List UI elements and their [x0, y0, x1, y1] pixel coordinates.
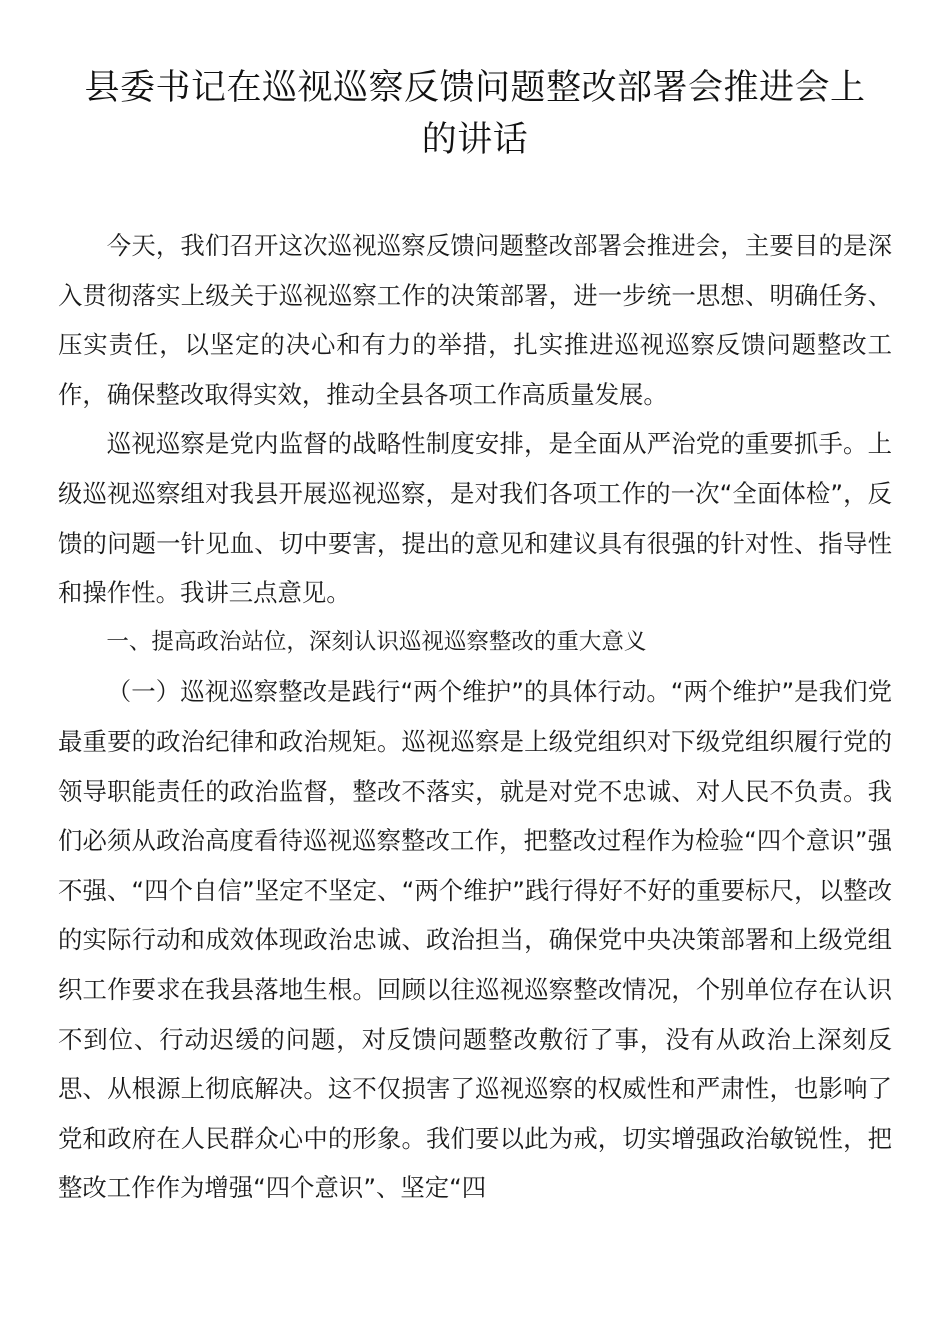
document-title: 县委书记在巡视巡察反馈问题整改部署会推进会上的讲话 — [84, 68, 866, 160]
intro-paragraph: 今天，我们召开这次巡视巡察反馈问题整改部署会推进会，主要目的是深入贯彻落实上级关于巡视巡察工作的决策部署，进一步统一思想、明确任务、压实责任，以坚定的决心和有力的举措，扎实推进巡视巡察反馈问题整改工作，确保整改取得实效，推动全县各项工作高质量发展。 — [58, 231, 892, 409]
section-heading: 一、提高政治站位，深刻认识巡视巡察整改的重大意义 — [106, 628, 647, 655]
subsection-paragraph: （一）巡视巡察整改是践行“两个维护”的具体行动。“两个维护”是我们党最重要的政治纪律和政治规矩。巡视巡察是上级党组织对下级党组织履行党的领导职能责任的政治监督，整改不落实，就是对党不忠诚、对人民不负责。我们必须从政治高度看待巡视巡察整改工作，把整改过程作为检验“四个意识”强不强、“四个自信”坚定不坚定、“两个维护”践行得好不好的重要标尺，以整改的实际行动和成效体现政治忠诚、政治担当，确保党中央决策部署和上级党组织工作要求在我县落地生根。回顾以往巡视巡察整改情况，个别单位存在认识不到位、行动迟缓的问题，对反馈问题整改敷衍了事，没有从政治上深刻反思、从根源上彻底解决。这不仅损害了巡视巡察的权威性和严肃性，也影响了党和政府在人民群众心中的形象。我们要以此为戒，切实增强政治敏锐性，把整改工作作为增强“四个意识”、坚定“四 — [58, 677, 892, 1203]
background-paragraph: 巡视巡察是党内监督的战略性制度安排，是全面从严治党的重要抓手。上级巡视巡察组对我县开展巡视巡察，是对我们各项工作的一次“全面体检”，反馈的问题一针见血、切中要害，提出的意见和建议具有很强的针对性、指导性和操作性。我讲三点意见。 — [58, 429, 892, 608]
document-body — [58, 221, 892, 1213]
